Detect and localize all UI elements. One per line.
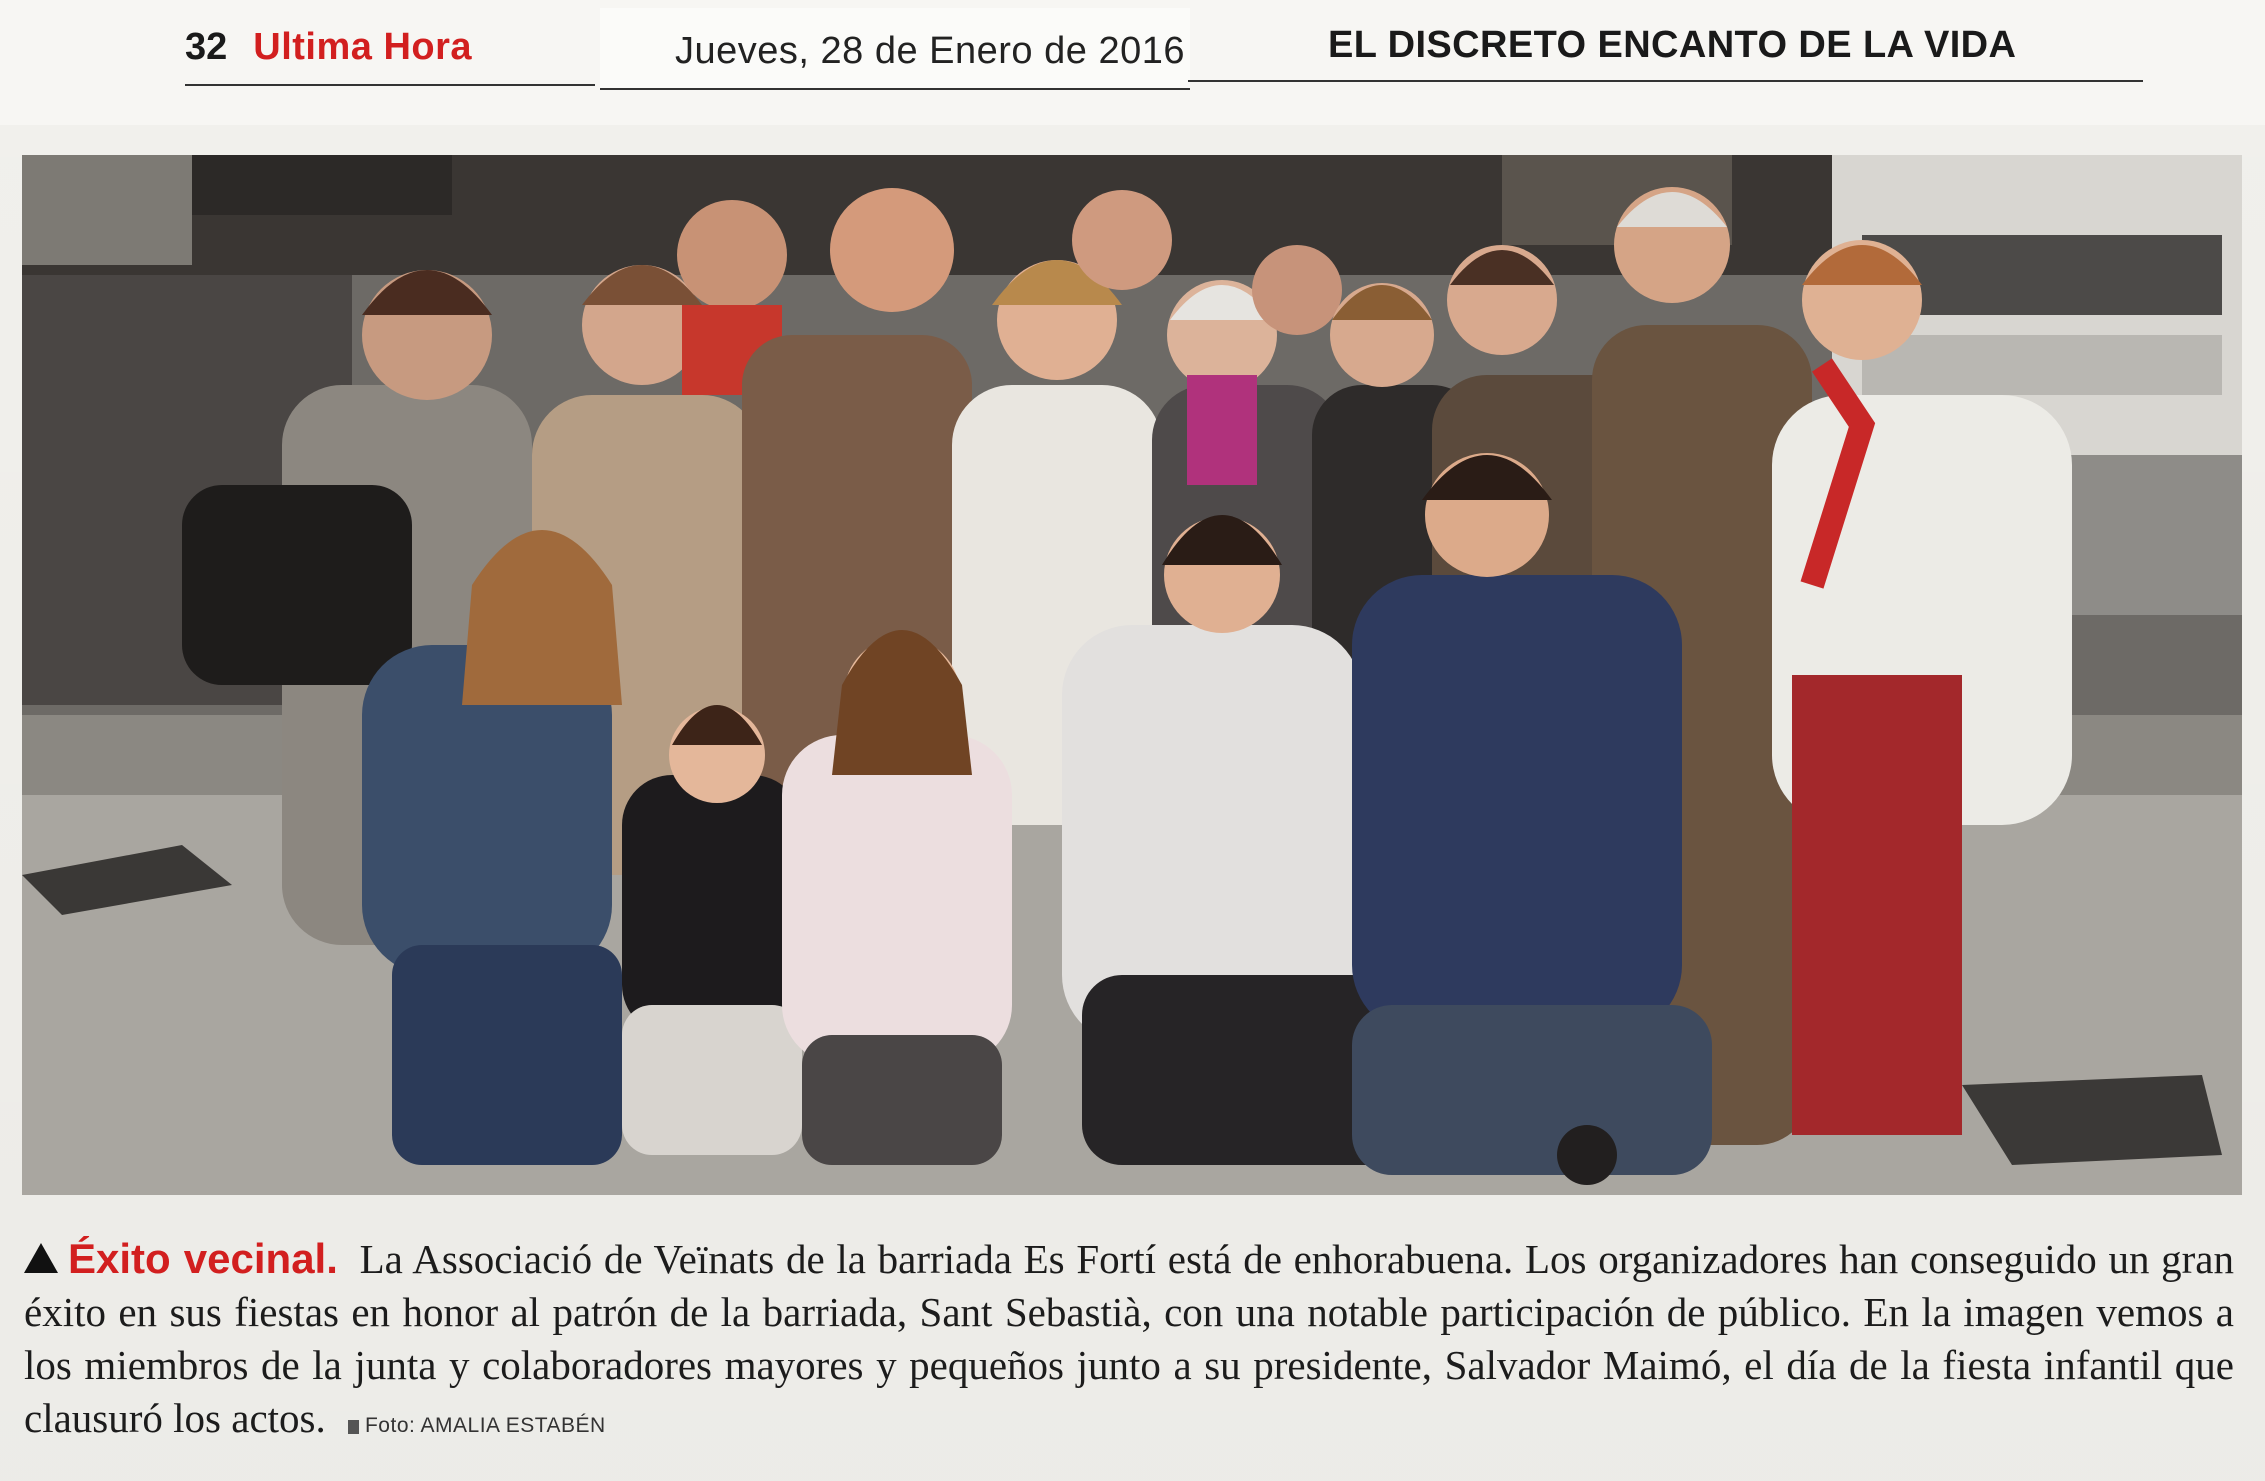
page-number: 32 [185,26,228,68]
photo-credit: Foto: AMALIA ESTABÉN [364,1414,606,1437]
newspaper-name: Ultima Hora [253,26,473,68]
issue-date: Jueves, 28 de Enero de 2016 [675,30,1185,72]
square-bullet-icon [348,1420,359,1434]
caption-headline: Éxito vecinal. [68,1235,338,1282]
photo-illustration [22,155,2242,1195]
header-rule-right [1188,80,2143,82]
photo-caption [24,1232,2234,1452]
group-photo [22,155,2242,1195]
header-rule-left [185,84,595,86]
caption-body: La Associació de Veïnats de la barriada Es Fortí está de enhorabuena. Los organizadores han conseguido un gran éxito en sus fiestas en honor al patrón de la barriada, Sant Sebastià, con una notable participación de público. En la imagen vemos a los miembros de la junta y colaboradores mayores y pequeños junto a su presidente, Salvador Maimó, el día de la fiesta infantil que clausuró los actos. [24,1236,2234,1441]
section-title: EL DISCRETO ENCANTO DE LA VIDA [1328,24,2017,66]
triangle-marker-icon [24,1243,58,1273]
